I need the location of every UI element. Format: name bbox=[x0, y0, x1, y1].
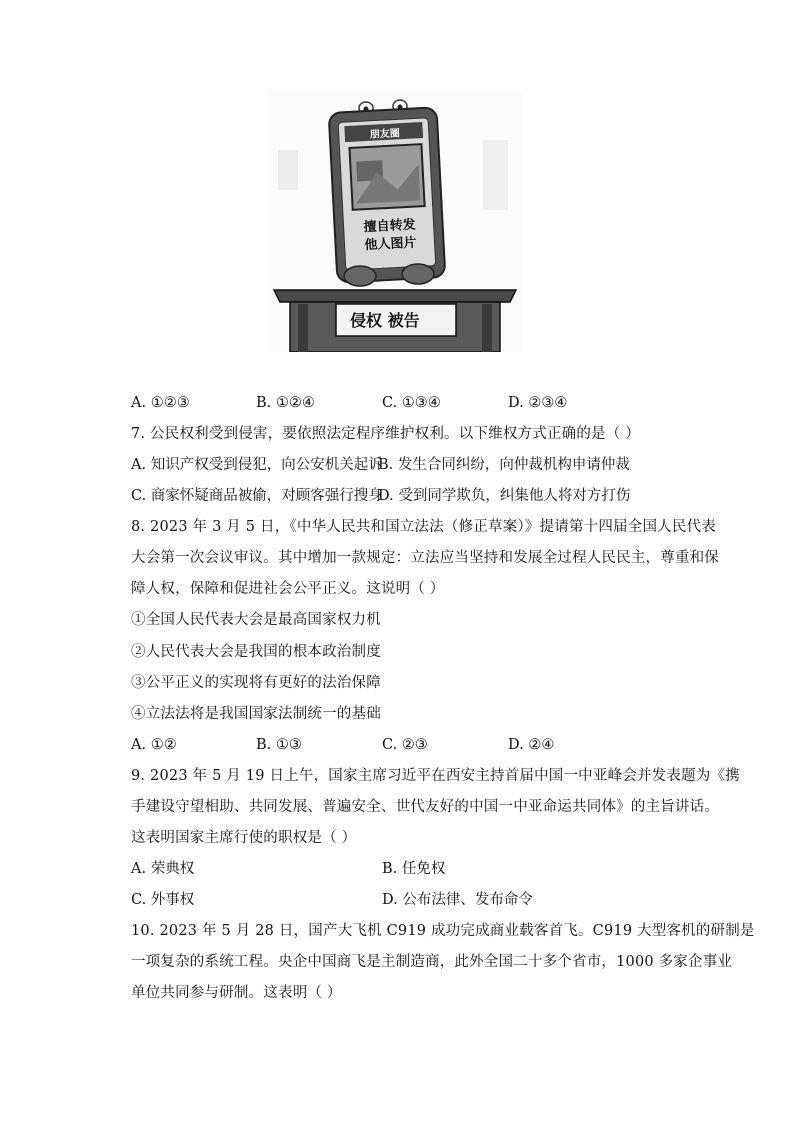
phone-header-text: 朋友圈 bbox=[369, 128, 401, 141]
q9-option-c: C. 外事权 bbox=[131, 892, 195, 908]
q9-stem-line3: 这表明国家主席行使的职权是（ ） bbox=[131, 830, 357, 846]
q7-stem: 7. 公民权利受到侵害，要依照法定程序维护权利。以下维权方式正确的是（ ） bbox=[131, 426, 640, 442]
q9-stem-line2: 手建设守望相助、共同发展、普遍安全、世代友好的中国一中亚命运共同体》的主旨讲话。 bbox=[131, 799, 719, 815]
q8-option-b: B. ①③ bbox=[256, 737, 302, 753]
q8-statement-4: ④立法法将是我国国家法制统一的基础 bbox=[131, 706, 381, 722]
q7-option-c: C. 商家怀疑商品被偷，对顾客强行搜身 bbox=[131, 488, 383, 504]
q6-option-a: A. ①②③ bbox=[131, 395, 190, 411]
q8-stem-line3: 障人权，保障和促进社会公平正义。这说明（ ） bbox=[131, 581, 445, 597]
phone-caption-line1: 擅自转发 bbox=[363, 217, 417, 236]
q9-option-b: B. 任免权 bbox=[382, 861, 446, 877]
q7-option-b: B. 发生合同纠纷，向仲裁机构申请仲裁 bbox=[378, 457, 630, 473]
q6-option-d: D. ②③④ bbox=[508, 395, 568, 411]
q10-stem-line3: 单位共同参与研制。这表明（ ） bbox=[131, 985, 342, 1001]
q7-option-a: A. 知识产权受到侵犯，向公安机关起诉 bbox=[131, 457, 383, 473]
q9-option-d: D. 公布法律、发布命令 bbox=[382, 892, 533, 908]
q8-stem-line1: 8. 2023 年 3 月 5 日，《中华人民共和国立法法（修正草案）》提请第十四届全国人民代表 bbox=[131, 519, 716, 535]
phone-caption-line2: 他人图片 bbox=[364, 235, 417, 254]
q9-stem-line1: 9. 2023 年 5 月 19 日上午，国家主席习近平在西安主持首届中国一中亚峰会并发表题为《携 bbox=[131, 768, 740, 784]
q10-stem-line2: 一项复杂的系统工程。央企中国商飞是主制造商，此外全国二十多个省市，1000 多家企事业 bbox=[131, 954, 733, 970]
infringement-cartoon bbox=[268, 90, 522, 352]
q6-option-b: B. ①②④ bbox=[256, 395, 315, 411]
q8-statement-3: ③公平正义的实现将有更好的法治保障 bbox=[131, 675, 381, 691]
q9-option-a: A. 荣典权 bbox=[131, 861, 195, 877]
q8-option-a: A. ①② bbox=[131, 737, 177, 753]
q8-statement-1: ①全国人民代表大会是最高国家权力机 bbox=[131, 612, 381, 628]
q10-stem-line1: 10. 2023 年 5 月 28 日，国产大飞机 C919 成功完成商业载客首飞。C919 大型客机的研制是 bbox=[131, 923, 755, 939]
q8-option-c: C. ②③ bbox=[382, 737, 428, 753]
q8-option-d: D. ②④ bbox=[508, 737, 555, 753]
q7-option-d: D. 受到同学欺负，纠集他人将对方打伤 bbox=[378, 488, 631, 504]
q6-option-c: C. ①③④ bbox=[382, 395, 441, 411]
podium-sign-text: 侵权 被告 bbox=[350, 311, 420, 330]
q8-stem-line2: 大会第一次会议审议。其中增加一款规定：立法应当坚持和发展全过程人民民主，尊重和保 bbox=[131, 550, 719, 566]
q8-statement-2: ②人民代表大会是我国的根本政治制度 bbox=[131, 644, 381, 660]
